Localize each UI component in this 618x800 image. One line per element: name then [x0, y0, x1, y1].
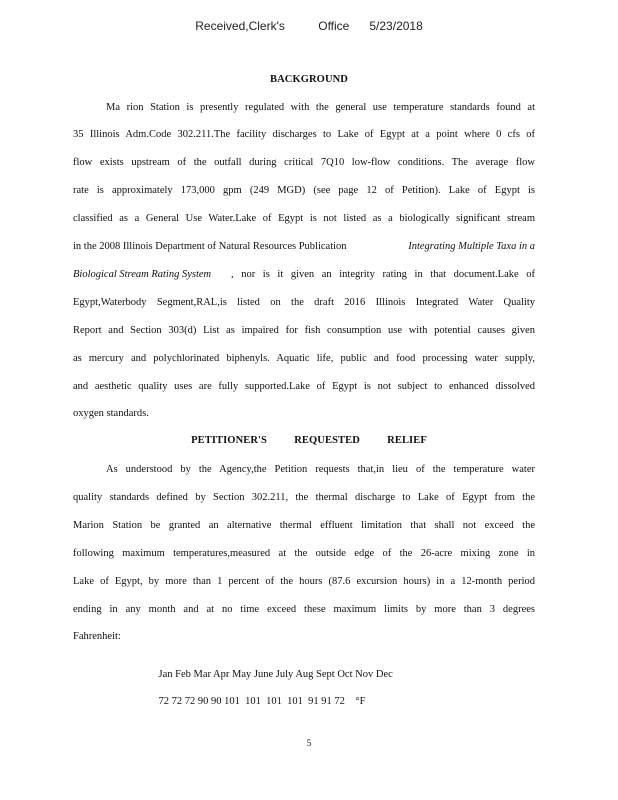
month-cell: Feb: [175, 669, 191, 680]
temp-cell: 91: [321, 696, 332, 707]
temp-cell: 101: [266, 696, 282, 707]
background-line: 35 Illinois Adm.Code 302.211.The facility discharges to Lake of Egypt at a point where 0 cfs of: [73, 129, 535, 140]
temp-cell: 90: [211, 696, 222, 707]
background-line: Report and Section 303(d) List as impaired for fish consumption use with potential causes given: [73, 325, 535, 336]
month-cell: Apr: [213, 669, 230, 680]
background-line: and aesthetic quality uses are fully supported.Lake of Egypt is not subject to enhanced dissolved: [73, 381, 535, 392]
month-cell: Jan: [158, 669, 173, 680]
unit-label: °F: [355, 696, 366, 707]
month-cell: Aug: [295, 669, 314, 680]
publication-title-part1: Integrating Multiple Taxa in a: [408, 241, 535, 252]
publication-title-part2: Biological Stream Rating System: [73, 269, 212, 280]
background-line: oxygen standards.: [73, 408, 149, 419]
temp-cell: 72: [334, 696, 345, 707]
month-cell: Mar: [193, 669, 211, 680]
month-cell: May: [232, 669, 252, 680]
background-line: classified as a General Use Water.Lake of Egypt is not listed as a biologically significant stream: [73, 213, 535, 224]
received-label: Received,Clerk's: [195, 19, 285, 33]
relief-line: following maximum temperatures,measured at the outside edge of the 26-acre mixing zone in: [73, 548, 535, 559]
background-line: Ma rion Station is presently regulated with the general use temperature standards found at: [106, 102, 535, 113]
relief-line: As understood by the Agency,the Petition requests that,in lieu of the temperature water: [106, 464, 535, 475]
temperature-row: [148, 685, 365, 718]
received-date: 5/23/2018: [369, 19, 423, 33]
temp-cell: 101: [287, 696, 303, 707]
background-heading: BACKGROUND: [269, 74, 348, 85]
month-cell: Dec: [375, 669, 393, 680]
temp-cell: 101: [224, 696, 240, 707]
month-cell: July: [275, 669, 294, 680]
background-line: in the 2008 Illinois Department of Natural Resources Publication: [73, 241, 347, 252]
temp-cell: 72: [184, 696, 196, 707]
background-line: Egypt,Waterbody Segment,RAL,is listed on the draft 2016 Illinois Integrated Water Quality: [73, 297, 535, 308]
month-cell: June: [253, 669, 274, 680]
background-line: , nor is it given an integrity rating in that document.Lake of: [231, 269, 535, 280]
page-number: 5: [306, 738, 312, 748]
background-line: rate is approximately 173,000 gpm (249 MGD) (see page 12 of Petition). Lake of Egypt is: [73, 185, 535, 196]
month-cell: Oct: [337, 669, 353, 680]
background-line: flow exists upstream of the outfall during critical 7Q10 low-flow conditions. The average flow: [73, 157, 535, 168]
background-line: as mercury and polychlorinated biphenyls. Aquatic life, public and food processing water supply,: [73, 353, 535, 364]
relief-line: Lake of Egypt, by more than 1 percent of the hours (87.6 excursion hours) in a 12-month period: [73, 576, 535, 587]
received-stamp: [0, 19, 618, 33]
temp-cell: 101: [245, 696, 261, 707]
office-label: Office: [318, 19, 350, 33]
temp-cell: 91: [308, 696, 319, 707]
relief-line: ending in any month and at no time exceed these maximum limits by more than 3 degrees: [73, 604, 535, 615]
temp-cell: 72: [171, 696, 183, 707]
relief-line: Marion Station be granted an alternative thermal effluent limitation that shall not exceed the: [73, 520, 535, 531]
month-cell: Nov: [355, 669, 374, 680]
temp-cell: 72: [158, 696, 169, 707]
relief-heading: PETITIONER'S REQUESTED RELIEF: [191, 435, 427, 446]
relief-line: quality standards defined by Section 302.211, the thermal discharge to Lake of Egypt from the: [73, 492, 535, 503]
temp-cell: 90: [197, 696, 209, 707]
relief-line: Fahrenheit:: [73, 631, 121, 642]
month-cell: Sept: [316, 669, 335, 680]
